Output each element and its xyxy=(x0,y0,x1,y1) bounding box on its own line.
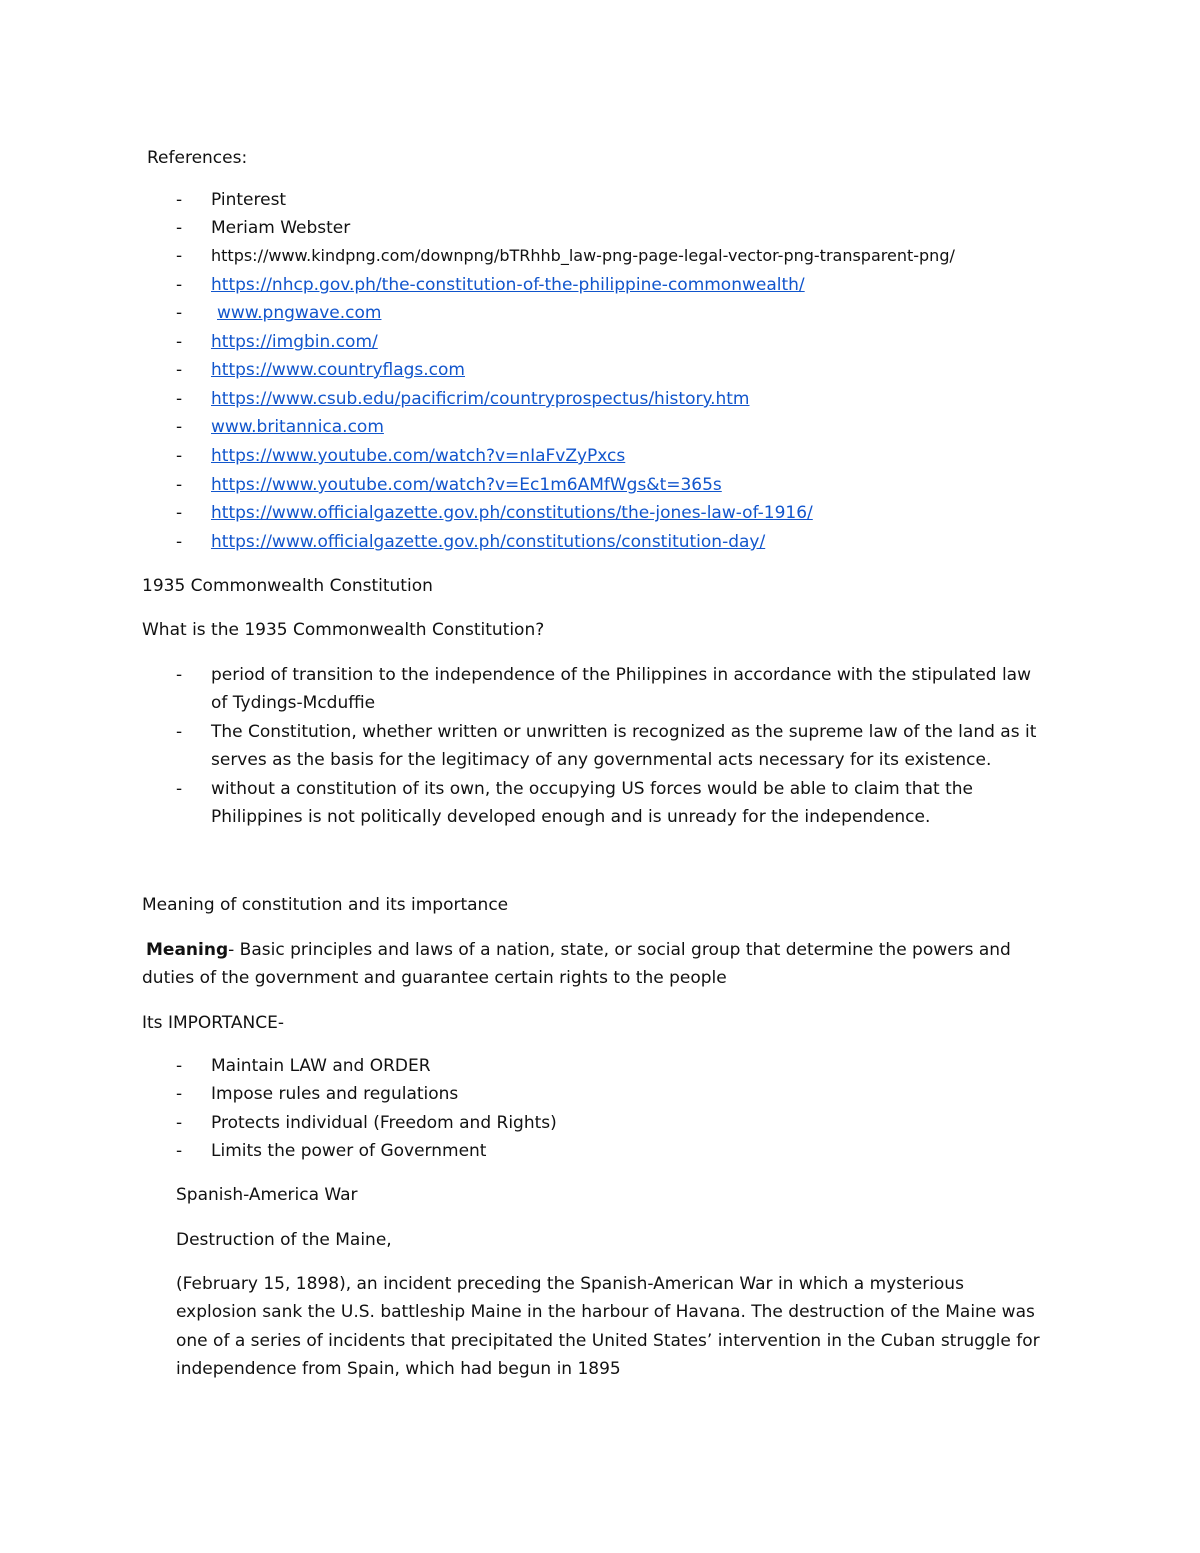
point-line: of Tydings-Mcduffie xyxy=(211,693,376,713)
reference-link[interactable]: https://www.csub.edu/pacificrim/countryprospectus/history.htm xyxy=(211,389,750,409)
meaning-line xyxy=(146,939,1011,961)
list-dash: - xyxy=(176,190,183,210)
reference-link[interactable]: www.pngwave.com xyxy=(217,303,382,323)
paragraph-line: one of a series of incidents that precipitated the United States’ intervention in the Cuban struggle for xyxy=(176,1331,1040,1351)
reference-item: Pinterest xyxy=(211,190,287,210)
list-dash: - xyxy=(176,218,183,238)
meaning-heading: Meaning of constitution and its importance xyxy=(142,895,509,915)
list-dash: - xyxy=(176,722,183,742)
war-title: Spanish-America War xyxy=(176,1185,358,1205)
paragraph-line: (February 15, 1898), an incident preceding the Spanish-American War in which a mysterious xyxy=(176,1274,964,1294)
reference-link[interactable]: https://www.youtube.com/watch?v=Ec1m6AMfWgs&t=365s xyxy=(211,475,722,495)
point-line: The Constitution, whether written or unwritten is recognized as the supreme law of the land as it xyxy=(211,722,1037,742)
meaning-definition: - Basic principles and laws of a nation, state, or social group that determine the powers and xyxy=(228,940,1011,960)
reference-link[interactable]: https://www.youtube.com/watch?v=nIaFvZyPxcs xyxy=(211,446,626,466)
list-dash: - xyxy=(176,446,183,466)
point-line: without a constitution of its own, the occupying US forces would be able to claim that the xyxy=(211,779,973,799)
section-title: 1935 Commonwealth Constitution xyxy=(142,576,433,596)
reference-link[interactable]: https://nhcp.gov.ph/the-constitution-of-the-philippine-commonwealth/ xyxy=(211,275,805,295)
reference-link[interactable]: https://www.countryflags.com xyxy=(211,360,465,380)
list-dash: - xyxy=(176,779,183,799)
list-dash: - xyxy=(176,389,183,409)
list-dash: - xyxy=(176,1084,183,1104)
list-dash: - xyxy=(176,417,183,437)
list-dash: - xyxy=(176,1056,183,1076)
references-heading: References: xyxy=(147,148,248,168)
importance-item: Maintain LAW and ORDER xyxy=(211,1056,431,1076)
list-dash: - xyxy=(176,1113,183,1133)
point-line: serves as the basis for the legitimacy of any governmental acts necessary for its existence. xyxy=(211,750,992,770)
list-dash: - xyxy=(176,332,183,352)
point-line: Philippines is not politically developed enough and is unready for the independence. xyxy=(211,807,931,827)
point-line: period of transition to the independence of the Philippines in accordance with the stipulated law xyxy=(211,665,1031,685)
importance-item: Limits the power of Government xyxy=(211,1141,487,1161)
reference-link[interactable]: https://www.officialgazette.gov.ph/constitutions/the-jones-law-of-1916/ xyxy=(211,503,813,523)
war-subtitle: Destruction of the Maine, xyxy=(176,1230,392,1250)
reference-item: https://www.kindpng.com/downpng/bTRhhb_law-png-page-legal-vector-png-transparent-png/ xyxy=(211,246,955,265)
paragraph-line: explosion sank the U.S. battleship Maine in the harbour of Havana. The destruction of the Maine was xyxy=(176,1302,1035,1322)
paragraph-line: independence from Spain, which had begun in 1895 xyxy=(176,1359,621,1379)
list-dash: - xyxy=(176,475,183,495)
meaning-line-2: duties of the government and guarantee certain rights to the people xyxy=(142,968,727,988)
importance-item: Impose rules and regulations xyxy=(211,1084,459,1104)
list-dash: - xyxy=(176,303,183,323)
section-question: What is the 1935 Commonwealth Constitution? xyxy=(142,620,545,640)
list-dash: - xyxy=(176,275,183,295)
reference-link[interactable]: https://www.officialgazette.gov.ph/constitutions/constitution-day/ xyxy=(211,532,766,552)
list-dash: - xyxy=(176,1141,183,1161)
reference-link[interactable]: https://imgbin.com/ xyxy=(211,332,378,352)
list-dash: - xyxy=(176,360,183,380)
reference-link[interactable]: www.britannica.com xyxy=(211,417,384,437)
meaning-label: Meaning xyxy=(146,940,229,960)
list-dash: - xyxy=(176,503,183,523)
importance-heading: Its IMPORTANCE- xyxy=(142,1013,284,1033)
reference-item: Meriam Webster xyxy=(211,218,351,238)
list-dash: - xyxy=(176,665,183,685)
importance-item: Protects individual (Freedom and Rights) xyxy=(211,1113,557,1133)
list-dash: - xyxy=(176,246,183,266)
list-dash: - xyxy=(176,532,183,552)
